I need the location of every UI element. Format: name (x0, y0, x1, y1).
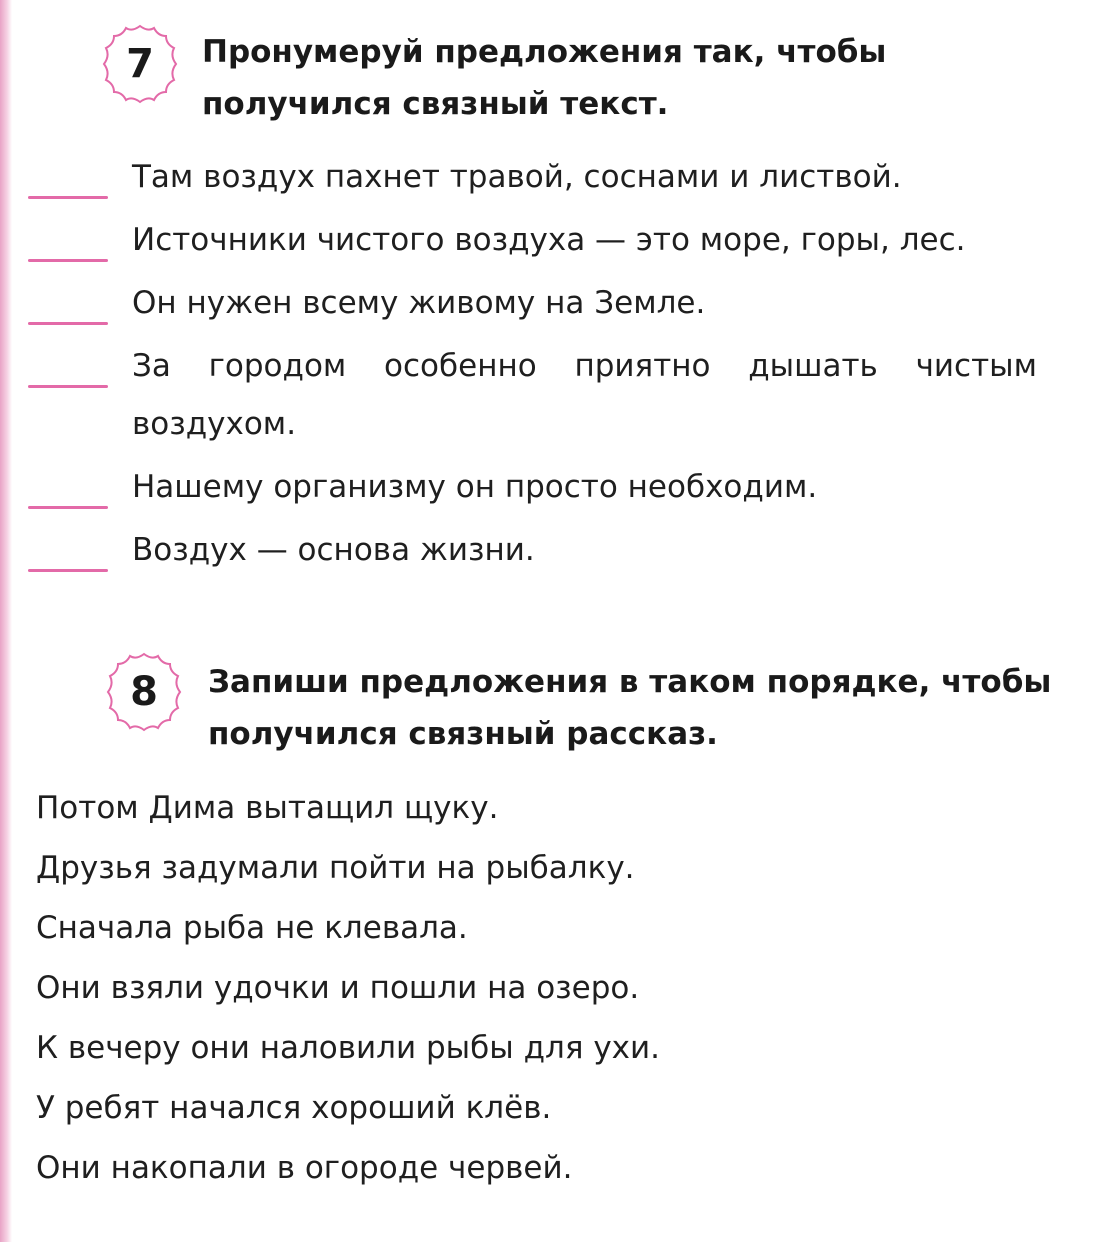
task-7-header (0, 22, 1100, 140)
list-item: Потом Дима вытащил щуку. (36, 790, 499, 826)
task-7-sentence-list (0, 148, 1100, 579)
task-7-number: 7 (126, 41, 154, 87)
task-8-number-badge (102, 650, 186, 734)
list-item: У ребят начался хороший клёв. (36, 1090, 552, 1126)
list-item (0, 211, 1100, 269)
task-7 (0, 22, 1100, 568)
answer-blank[interactable] (28, 385, 108, 388)
answer-blank[interactable] (28, 259, 108, 262)
sentence-text: Источники чистого воздуха — это море, горы, лес. (132, 222, 966, 258)
list-item (0, 274, 1100, 332)
list-item: Они взяли удочки и пошли на озеро. (36, 970, 640, 1006)
sentence-text: Там воздух пахнет травой, соснами и листвой. (132, 159, 902, 195)
list-item (0, 337, 1100, 453)
list-item (0, 148, 1100, 206)
list-item: Сначала рыба не клевала. (36, 910, 468, 946)
answer-blank[interactable] (28, 196, 108, 199)
task-7-number-badge (98, 22, 182, 106)
list-item (0, 521, 1100, 579)
task-7-title: Пронумеруй предложения так, чтобы получился связный текст. (202, 34, 887, 122)
sentence-text: Воздух — основа жизни. (132, 532, 535, 568)
list-item: Друзья задумали пойти на рыбалку. (36, 850, 635, 886)
task-8-number: 8 (130, 669, 158, 715)
answer-blank[interactable] (28, 569, 108, 572)
list-item (0, 458, 1100, 516)
sentence-text: Нашему организму он просто необходим. (132, 469, 818, 505)
sentence-text: За городом особенно приятно дышать чистым воздухом. (132, 348, 1037, 442)
list-item: Они накопали в огороде червей. (36, 1150, 573, 1186)
list-item: К вечеру они наловили рыбы для ухи. (36, 1030, 661, 1066)
answer-blank[interactable] (28, 506, 108, 509)
sentence-text: Он нужен всему живому на Земле. (132, 285, 706, 321)
task-8-sentence-list (36, 778, 1036, 1198)
task-8-title: Запиши предложения в таком порядке, чтобы получился связный рассказ. (208, 664, 1052, 752)
answer-blank[interactable] (28, 322, 108, 325)
task-8-header (0, 650, 1100, 768)
task-8 (0, 650, 1100, 1186)
